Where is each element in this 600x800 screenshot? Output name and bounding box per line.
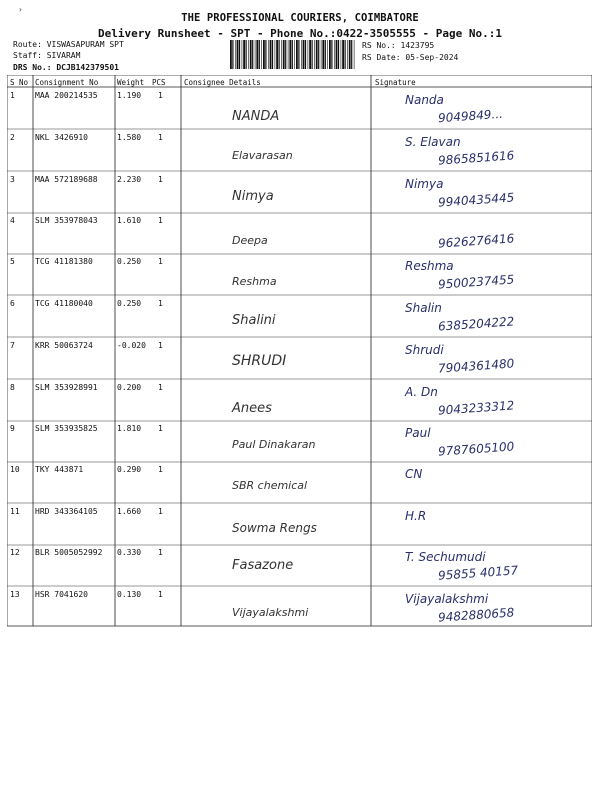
row-sno: 11: [10, 507, 20, 516]
barcode-bar: [230, 40, 232, 69]
row-signature: Reshma: [405, 259, 454, 273]
row-weight: 0.250: [117, 299, 142, 308]
runsheet-subtitle: Delivery Runsheet - SPT - Phone No.:0422-3505555 - Page No.:1: [98, 27, 502, 40]
row-weight: 2.230: [117, 175, 142, 184]
barcode-bar: [312, 40, 313, 69]
row-pcs: 1: [158, 175, 163, 184]
col-header-signature: Signature: [375, 78, 416, 87]
row-signature: Nimya: [405, 177, 444, 191]
row-sno: 4: [10, 216, 15, 225]
row-signature: CN: [405, 467, 423, 481]
row-signature: Shrudi: [405, 343, 444, 357]
row-consignment-no: HSR 7041620: [35, 590, 88, 599]
row-consignment-no: TCG 41180040: [35, 299, 93, 308]
route-label: Route: VISWASAPURAM SPT: [13, 40, 124, 49]
barcode-bar: [331, 40, 332, 69]
row-consignment-no: MAA 572189688: [35, 175, 98, 184]
barcode-bar: [283, 40, 285, 69]
barcode-bar: [308, 40, 309, 69]
barcode-bar: [301, 40, 302, 69]
row-signature-phone: 9049849...: [437, 106, 504, 126]
row-pcs: 1: [158, 465, 163, 474]
barcode-bar: [294, 40, 295, 69]
row-signature-phone: 95855 40157: [437, 563, 519, 583]
row-consignee-handwriting: Paul Dinakaran: [232, 438, 316, 451]
row-consignee-handwriting: Reshma: [232, 275, 277, 288]
barcode-bar: [256, 40, 258, 69]
row-pcs: 1: [158, 216, 163, 225]
barcode-bar: [242, 40, 243, 69]
barcode-bar: [239, 40, 240, 69]
row-consignment-no: HRD 343364105: [35, 507, 98, 516]
row-sno: 13: [10, 590, 20, 599]
row-sno: 10: [10, 465, 20, 474]
row-sno: 1: [10, 91, 15, 100]
row-weight: 0.130: [117, 590, 142, 599]
col-header-pcs: PCS: [152, 78, 166, 87]
barcode-bar: [345, 40, 346, 69]
row-signature-phone: 7904361480: [437, 356, 515, 376]
row-consignee-handwriting: SBR chemical: [232, 479, 308, 492]
barcode-bar: [263, 40, 265, 69]
row-consignee-handwriting: Elavarasan: [232, 149, 293, 162]
scan-mark: ›: [18, 5, 23, 14]
row-signature-phone: 9787605100: [437, 439, 515, 459]
row-pcs: 1: [158, 133, 163, 142]
row-sno: 6: [10, 299, 15, 308]
row-signature-phone: 6385204222: [437, 314, 515, 334]
barcode-bar: [351, 40, 352, 69]
barcode-bar: [342, 40, 344, 69]
row-consignee-handwriting: Fasazone: [232, 558, 294, 573]
col-header-consignment: Consignment No: [35, 78, 99, 87]
row-consignee-handwriting: Vijayalakshmi: [232, 606, 309, 619]
barcode-bar: [237, 40, 239, 69]
row-consignment-no: MAA 200214535: [35, 91, 98, 100]
row-signature: S. Elavan: [405, 135, 461, 149]
row-weight: -0.020: [117, 341, 146, 350]
row-signature: Shalin: [405, 301, 442, 315]
barcode: [230, 40, 355, 69]
barcode-bar: [268, 40, 269, 69]
row-pcs: 1: [158, 424, 163, 433]
row-consignee-handwriting: Anees: [232, 401, 272, 416]
barcode-bar: [279, 40, 280, 69]
barcode-bar: [252, 40, 253, 69]
barcode-bar: [341, 40, 342, 69]
barcode-bar: [275, 40, 276, 69]
row-signature: T. Sechumudi: [405, 550, 486, 564]
row-sno: 8: [10, 383, 15, 392]
row-signature-phone: 9043233312: [437, 398, 515, 418]
barcode-bar: [281, 40, 282, 69]
row-consignment-no: NKL 3426910: [35, 133, 88, 142]
barcode-bar: [325, 40, 326, 69]
row-signature: A. Dn: [405, 385, 438, 399]
col-header-sno: S No: [10, 78, 29, 87]
row-signature: Vijayalakshmi: [405, 592, 489, 606]
row-consignment-no: SLM 353935825: [35, 424, 98, 433]
barcode-bar: [292, 40, 293, 69]
col-header-consignee: Consignee Details: [184, 78, 261, 87]
rs-date: RS Date: 05-Sep-2024: [362, 53, 459, 62]
barcode-bar: [321, 40, 322, 69]
barcode-bar: [327, 40, 328, 69]
row-signature: Nanda: [405, 93, 444, 107]
row-sno: 9: [10, 424, 15, 433]
row-sno: 5: [10, 257, 15, 266]
barcode-bar: [259, 40, 260, 69]
row-weight: 0.330: [117, 548, 142, 557]
barcode-bar: [272, 40, 273, 69]
row-weight: 0.250: [117, 257, 142, 266]
row-signature-phone: 9482880658: [437, 605, 515, 625]
row-signature-phone: 9626276416: [437, 231, 515, 251]
row-weight: 1.810: [117, 424, 142, 433]
row-pcs: 1: [158, 341, 163, 350]
row-signature-phone: 9940435445: [437, 190, 515, 210]
row-weight: 1.610: [117, 216, 142, 225]
barcode-bar: [314, 40, 315, 69]
row-weight: 0.200: [117, 383, 142, 392]
col-header-weight: Weight: [117, 78, 145, 87]
barcode-bar: [318, 40, 319, 69]
row-sno: 3: [10, 175, 15, 184]
row-pcs: 1: [158, 299, 163, 308]
row-sno: 2: [10, 133, 15, 142]
barcode-bar: [265, 40, 266, 69]
barcode-bar: [276, 40, 278, 69]
barcode-bar: [322, 40, 324, 69]
barcode-bar: [248, 40, 249, 69]
row-consignment-no: KRR 50063724: [35, 341, 93, 350]
drs-number: DRS No.: DCJB142379501: [13, 63, 119, 72]
barcode-bar: [336, 40, 338, 69]
barcode-bar: [288, 40, 289, 69]
row-consignee-handwriting: Deepa: [232, 234, 268, 247]
barcode-bar: [235, 40, 236, 69]
barcode-bar: [285, 40, 286, 69]
barcode-bar: [329, 40, 331, 69]
barcode-bar: [261, 40, 262, 69]
company-title: THE PROFESSIONAL COURIERS, COIMBATORE: [181, 12, 419, 24]
row-signature: Paul: [405, 426, 431, 440]
row-weight: 1.190: [117, 91, 142, 100]
row-consignment-no: BLR 5005052992: [35, 548, 103, 557]
row-pcs: 1: [158, 507, 163, 516]
barcode-bar: [334, 40, 335, 69]
row-consignee-handwriting: NANDA: [232, 109, 280, 124]
staff-label: Staff: SIVARAM: [13, 51, 81, 60]
barcode-bar: [298, 40, 299, 69]
row-pcs: 1: [158, 257, 163, 266]
row-pcs: 1: [158, 91, 163, 100]
barcode-bar: [338, 40, 339, 69]
row-weight: 1.660: [117, 507, 142, 516]
row-weight: 1.580: [117, 133, 142, 142]
barcode-bar: [296, 40, 298, 69]
barcode-bar: [289, 40, 291, 69]
barcode-bar: [250, 40, 252, 69]
barcode-bar: [255, 40, 256, 69]
barcode-bar: [270, 40, 272, 69]
barcode-bar: [309, 40, 311, 69]
row-weight: 0.290: [117, 465, 142, 474]
row-consignment-no: SLM 353978043: [35, 216, 98, 225]
row-consignee-handwriting: Nimya: [232, 189, 274, 204]
barcode-bar: [305, 40, 306, 69]
row-consignment-no: SLM 353928991: [35, 383, 98, 392]
row-consignment-no: TCG 41181380: [35, 257, 93, 266]
barcode-bar: [246, 40, 247, 69]
row-sno: 12: [10, 548, 20, 557]
row-pcs: 1: [158, 590, 163, 599]
row-signature-phone: 9500237455: [437, 272, 515, 292]
barcode-bar: [303, 40, 305, 69]
barcode-bar: [354, 40, 355, 69]
barcode-bar: [316, 40, 318, 69]
row-signature-phone: 9865851616: [437, 148, 515, 168]
row-pcs: 1: [158, 383, 163, 392]
row-consignment-no: TKY 443871: [35, 465, 84, 474]
barcode-bar: [243, 40, 245, 69]
row-signature: H.R: [405, 509, 427, 523]
row-consignee-handwriting: Sowma Rengs: [232, 521, 317, 535]
barcode-bar: [349, 40, 351, 69]
barcode-bar: [232, 40, 233, 69]
row-pcs: 1: [158, 548, 163, 557]
barcode-bar: [347, 40, 348, 69]
row-sno: 7: [10, 341, 15, 350]
rs-number: RS No.: 1423795: [362, 41, 435, 50]
row-consignee-handwriting: SHRUDI: [232, 353, 287, 369]
row-consignee-handwriting: Shalini: [232, 313, 276, 328]
